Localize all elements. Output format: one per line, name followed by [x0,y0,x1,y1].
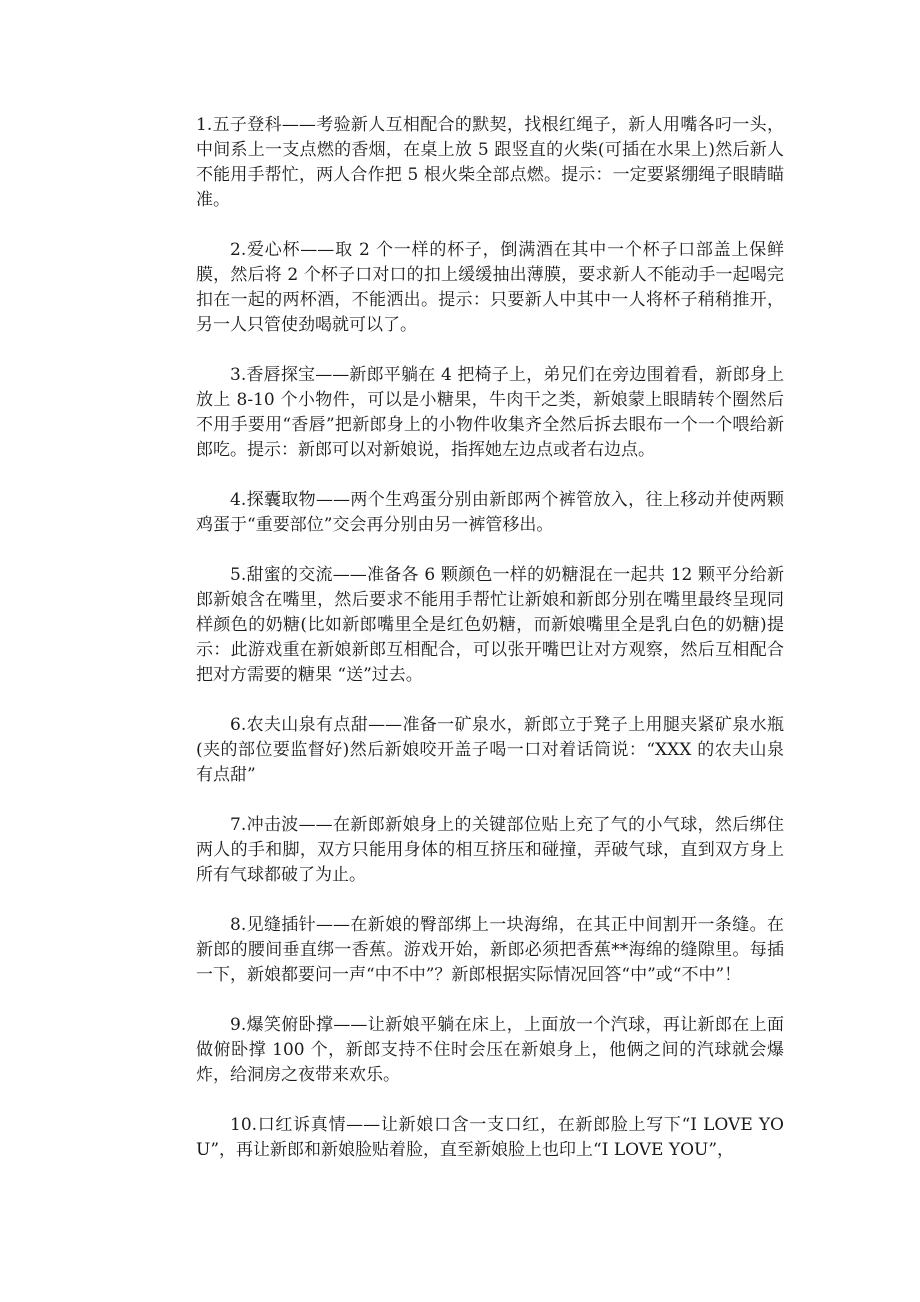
game-item-2: 2.爱心杯——取 2 个一样的杯子，倒满酒在其中一个杯子口部盖上保鲜膜，然后将 2 个杯子口对口的扣上缓缓抽出薄膜，要求新人不能动手一起喝完扣在一起的两杯酒，不能洒出。提示：只要新人中其中一人将杯子稍稍推开，另一人只管使劲喝就可以了。 [196,240,784,335]
game-item-10: 10.口红诉真情——让新娘口含一支口红，在新郎脸上写下“I LOVE YOU”，再让新郎和新娘脸贴着脸，直至新娘脸上也印上“I LOVE YOU”， [196,1115,784,1160]
game-item-9: 9.爆笑俯卧撑——让新娘平躺在床上，上面放一个汽球，再让新郎在上面做俯卧撑 100 个，新郎支持不住时会压在新娘身上，他俩之间的汽球就会爆炸，给洞房之夜带来欢乐。 [196,1015,784,1085]
game-item-7: 7.冲击波——在新郎新娘身上的关键部位贴上充了气的小气球，然后绑住两人的手和脚，双方只能用身体的相互挤压和碰撞，弄破气球，直到双方身上所有气球都破了为止。 [196,815,784,885]
game-item-8: 8.见缝插针——在新娘的臀部绑上一块海绵，在其正中间割开一条缝。在新郎的腰间垂直绑一香蕉。游戏开始，新郎必须把香蕉**海绵的缝隙里。每插一下，新娘都要问一声“中不中”？新郎根据实际情况回答“中”或“不中”！ [196,915,784,985]
game-item-4: 4.探囊取物——两个生鸡蛋分别由新郎两个裤管放入，往上移动并使两颗鸡蛋于“重要部位”交会再分别由另一裤管移出。 [196,490,784,535]
document-body [196,113,784,1188]
game-item-1: 1.五子登科——考验新人互相配合的默契，找根红绳子，新人用嘴各叼一头，中间系上一支点燃的香烟，在桌上放 5 跟竖直的火柴(可插在水果上)然后新人不能用手帮忙，两人合作把 5 根火柴全部点燃。提示：一定要紧绷绳子眼睛瞄准。 [196,115,784,210]
game-item-6: 6.农夫山泉有点甜——准备一矿泉水，新郎立于凳子上用腿夹紧矿泉水瓶(夹的部位要监督好)然后新娘咬开盖子喝一口对着话筒说：“XXX 的农夫山泉有点甜” [196,715,784,785]
game-item-5: 5.甜蜜的交流——准备各 6 颗颜色一样的奶糖混在一起共 12 颗平分给新郎新娘含在嘴里，然后要求不能用手帮忙让新娘和新郎分别在嘴里最终呈现同样颜色的奶糖(比如新郎嘴里全是红色奶糖，而新娘嘴里全是乳白色的奶糖)提示：此游戏重在新娘新郎互相配合，可以张开嘴巴让对方观察，然后互相配合把对方需要的糖果 “送”过去。 [196,565,784,685]
game-item-3: 3.香唇探宝——新郎平躺在 4 把椅子上，弟兄们在旁边围着看，新郎身上放上 8-10 个小物件，可以是小糖果，牛肉干之类，新娘蒙上眼睛转个圈然后不用手要用“香唇”把新郎身上的小物件收集齐全然后拆去眼布一个一个喂给新郎吃。提示：新郎可以对新娘说，指挥她左边点或者右边点。 [196,365,784,460]
